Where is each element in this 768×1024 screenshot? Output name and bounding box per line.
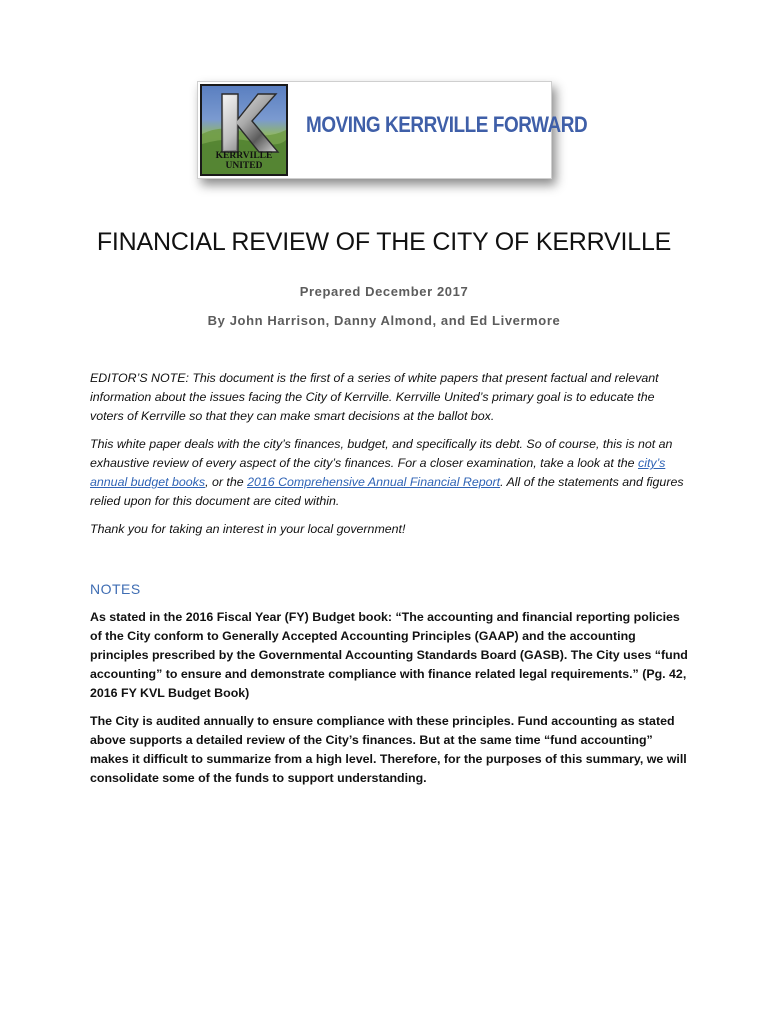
document-title: FINANCIAL REVIEW OF THE CITY OF KERRVILLE bbox=[96, 228, 672, 256]
scope-middle: , or the bbox=[205, 475, 248, 489]
prepared-date: Prepared December 2017 bbox=[299, 284, 469, 299]
author-byline: By John Harrison, Danny Almond, and Ed Livermore bbox=[207, 313, 561, 328]
scope-intro: This white paper deals with the city’s finances, budget, and specifically its debt. So of course, this is not an exhaustive review of every aspect of the city’s finances. For a closer examination, take a look at the bbox=[90, 437, 673, 470]
notes-heading: NOTES bbox=[90, 581, 141, 597]
budget-books-link[interactable]: city’s annual budget books bbox=[90, 456, 666, 489]
cafr-2016-link[interactable]: 2016 Comprehensive Annual Financial Report bbox=[247, 475, 501, 489]
header-banner bbox=[197, 81, 588, 179]
kerrville-united-logo bbox=[200, 84, 288, 176]
editor-note: EDITOR’S NOTE: This document is the first of a series of white papers that present factual and relevant information about the issues facing the City of Kerrville. Kerrville United’s primary goal is to educate the voters of Kerrville so that they can make smart decisions at the ballot box. bbox=[90, 371, 659, 423]
notes-paragraph-1: As stated in the 2016 Fiscal Year (FY) Budget book: “The accounting and financial reporting policies of the City conform to Generally Accepted Accounting Principles (GAAP) and the accounting principles prescribed by the Governmental Accounting Standards Board (GASB). The City uses “fund accounting” to ensure and demonstrate compliance with finance related legal requirements.” (Pg. 42, 2016 FY KVL Budget Book) bbox=[90, 610, 688, 700]
logo-wordmark bbox=[202, 151, 286, 171]
logo-line-1: KERRVILLE bbox=[215, 151, 273, 161]
thanks-line: Thank you for taking an interest in your local government! bbox=[90, 522, 406, 536]
notes-paragraph-2: The City is audited annually to ensure compliance with these principles. Fund accounting as stated above supports a detailed review of the City’s finances. But at the same time “fund accounting” makes it difficult to summarize from a high level. Therefore, for the purposes of this summary, we will consolidate some of the funds to support understanding. bbox=[90, 714, 687, 785]
logo-line-2: UNITED bbox=[225, 161, 263, 171]
scope-outro: . All of the statements and figures relied upon for this document are cited within. bbox=[90, 475, 684, 508]
scope-paragraph bbox=[90, 435, 690, 511]
banner-slogan: MOVING KERRVILLE FORWARD bbox=[306, 112, 588, 137]
